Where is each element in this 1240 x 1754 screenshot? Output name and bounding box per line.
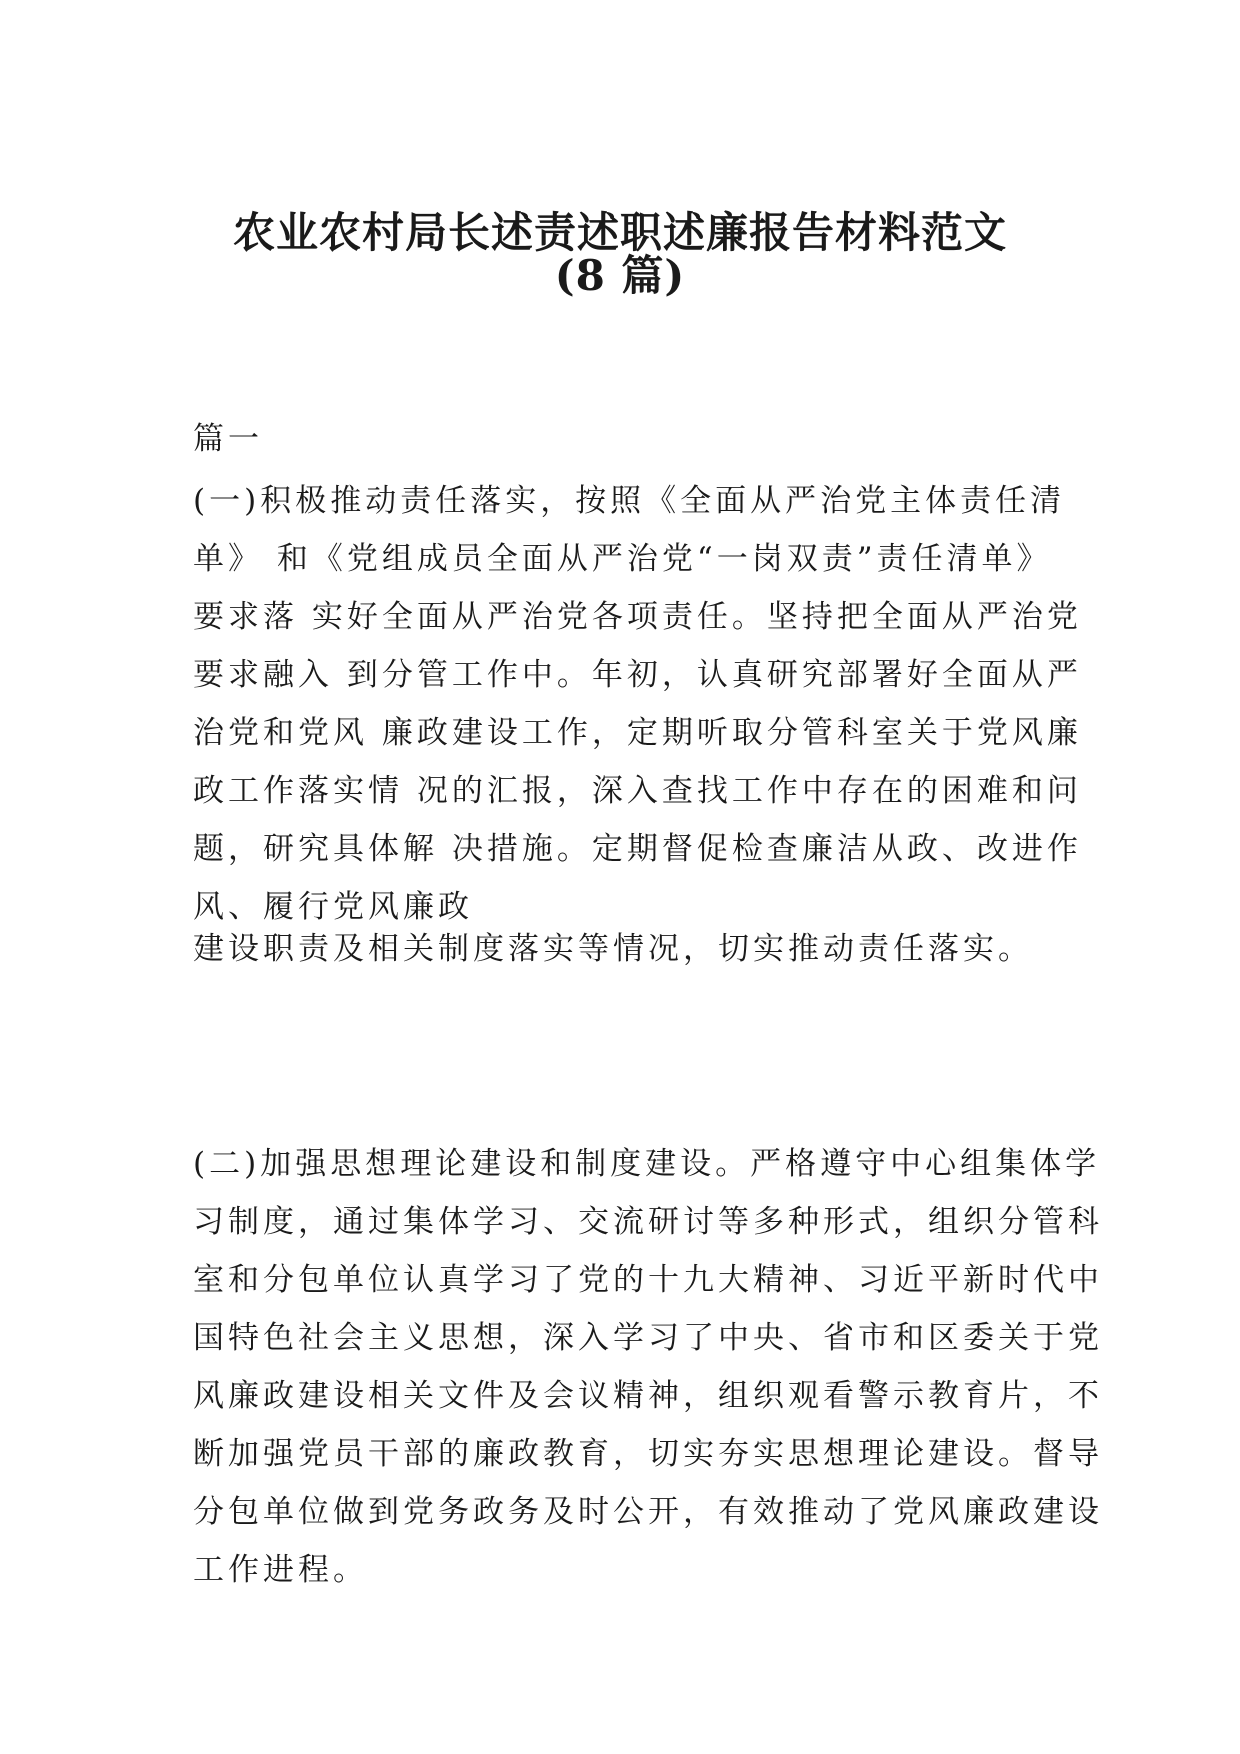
paragraph-2-line: 风廉政建设相关文件及会议精神，组织观看警示教育片，不: [193, 1378, 1103, 1414]
paragraph-2-line: 习制度，通过集体学习、交流研讨等多种形式，组织分管科: [193, 1204, 1103, 1240]
paragraph-1-line: 要求融入 到分管工作中。年初，认真研究部署好全面从严: [193, 657, 1082, 693]
document-title-line-2: (8 篇): [554, 251, 686, 300]
paragraph-1-line: 要求落 实好全面从严治党各项责任。坚持把全面从严治党: [193, 599, 1082, 635]
paragraph-2: [193, 1135, 1103, 1599]
document-title-line-1: 农业农村局长述责述职述廉报告材料范文: [232, 208, 1007, 257]
paragraph-1-line: 治党和党风 廉政建设工作，定期听取分管科室关于党风廉: [193, 715, 1082, 751]
paragraph-1-line: (一)积极推动责任落实，按照《全面从严治党主体责任清: [193, 483, 1066, 519]
paragraph-2-line: 分包单位做到党务政务及时公开，有效推动了党风廉政建设: [193, 1494, 1103, 1530]
section-label-text: 篇一: [193, 421, 263, 457]
paragraph-1-line: 单》 和《党组成员全面从严治党“一岗双责”责任清单》: [193, 541, 1052, 577]
paragraph-1-line: 题，研究具体解 决措施。定期督促检查廉洁从政、改进作: [193, 831, 1082, 867]
paragraph-1: [193, 472, 1082, 936]
paragraph-2-line: 断加强党员干部的廉政教育，切实夯实思想理论建设。督导: [193, 1436, 1103, 1472]
paragraph-2-line: 国特色社会主义思想，深入学习了中央、省市和区委关于党: [193, 1320, 1103, 1356]
paragraph-2-line: 工作进程。: [193, 1552, 368, 1588]
paragraph-1-tail-line: 建设职责及相关制度落实等情况，切实推动责任落实。: [193, 931, 1033, 967]
paragraph-1-tail: [193, 920, 1073, 978]
paragraph-1-line: 风、履行党风廉政: [193, 889, 473, 925]
section-label: [193, 410, 1073, 468]
paragraph-1-line: 政工作落实情 况的汇报，深入查找工作中存在的困难和问: [193, 773, 1082, 809]
paragraph-2-line: (二)加强思想理论建设和制度建设。严格遵守中心组集体学: [193, 1146, 1101, 1182]
paragraph-2-line: 室和分包单位认真学习了党的十九大精神、习近平新时代中: [193, 1262, 1103, 1298]
